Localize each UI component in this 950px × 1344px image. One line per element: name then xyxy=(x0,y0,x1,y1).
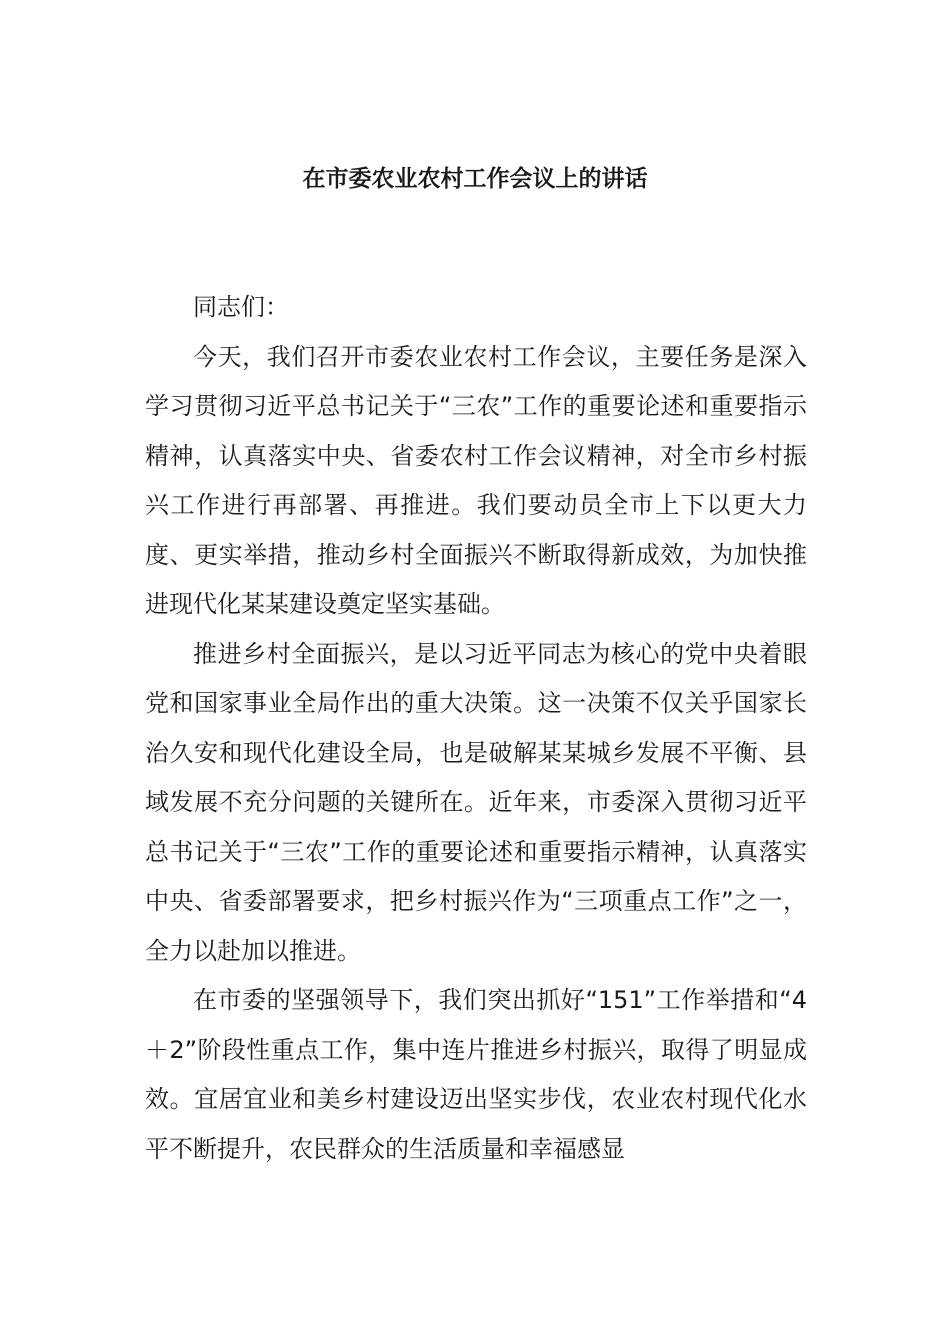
document-title: 在市委农业农村工作会议上的讲话 xyxy=(302,166,648,192)
paragraph-2: 推进乡村全面振兴，是以习近平同志为核心的党中央着眼党和国家事业全局作出的重大决策。这一决策不仅关乎国家长治久安和现代化建设全局，也是破解某某城乡发展不平衡、县域发展不充分问题的关键所在。近年来，市委深入贯彻习近平总书记关于“三农”工作的重要论述和重要指示精神，认真落实中央、省委部署要求，把乡村振兴作为“三项重点工作”之一，全力以赴加以推进。 xyxy=(145,639,807,965)
paragraph-3: 在市委的坚强领导下，我们突出抓好“151”工作举措和“4＋2”阶段性重点工作，集中连片推进乡村振兴，取得了明显成效。宜居宜业和美乡村建设迈出坚实步伐，农业农村现代化水平不断提升，农民群众的生活质量和幸福感显 xyxy=(145,986,807,1163)
document-body xyxy=(145,283,807,1174)
paragraph-1: 今天，我们召开市委农业农村工作会议，主要任务是深入学习贯彻习近平总书记关于“三农”工作的重要论述和重要指示精神，认真落实中央、省委农村工作会议精神，对全市乡村振兴工作进行再部署、再推进。我们要动员全市上下以更大力度、更实举措，推动乡村全面振兴不断取得新成效，为加快推进现代化某某建设奠定坚实基础。 xyxy=(145,342,807,618)
salutation: 同志们： xyxy=(193,293,289,321)
